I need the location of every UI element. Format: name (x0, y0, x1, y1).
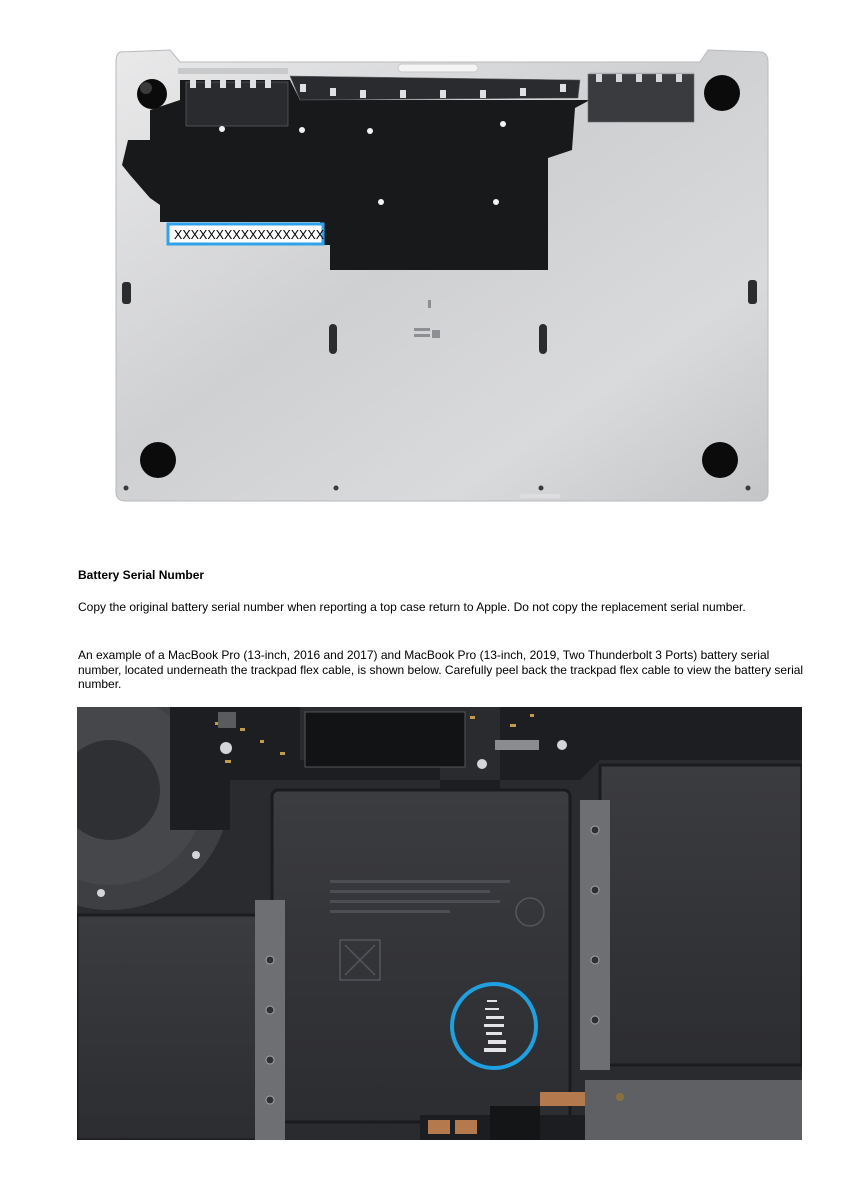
battery-photo (77, 707, 802, 1140)
paragraph-copy-serial: Copy the original battery serial number when reporting a top case return to Apple. Do not copy the replacement serial number. (78, 600, 746, 614)
serial-placeholder-text: XXXXXXXXXXXXXXXXXX (174, 228, 325, 242)
bottom-case-photo (112, 44, 772, 510)
section-heading: Battery Serial Number (78, 568, 205, 582)
foot (137, 79, 167, 109)
paragraph-serial-location: An example of a MacBook Pro (13-inch, 2016 and 2017) and MacBook Pro (13-inch, 2019, Two Thunderbolt 3 Ports) battery serial number, located underneath the trackpad flex cable, is shown below. Carefully peel back the trackpad flex cable to view the battery serial number. (78, 648, 804, 691)
